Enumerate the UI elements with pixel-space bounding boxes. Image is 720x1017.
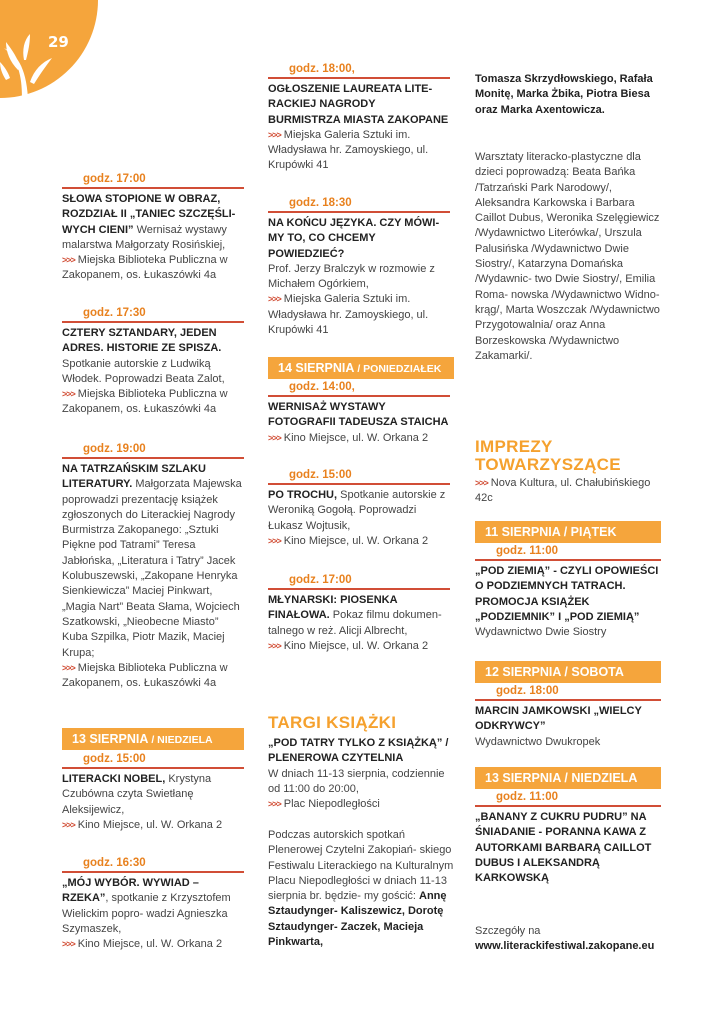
arrow-icon: >>> xyxy=(268,432,281,443)
targi-place: Plac Niepodległości xyxy=(283,798,380,811)
section-heading: IMPREZY TOWARZYSZĄCE xyxy=(475,437,621,474)
event-title: „BANANY Z CUKRU PUDRU” NA ŚNIADANIE - PORANNA KAWA Z AUTORKAMI BARBARĄ CAILLOT DUBUS I ALEKSANDRĄ KARKOWSKĄ xyxy=(475,811,652,885)
event-time: godz. 17:00 xyxy=(268,573,450,590)
event-title: NA KOŃCU JĘZYKA. CZY MÓWI- MY TO, CO CHCEMY POWIEDZIEĆ? xyxy=(268,217,440,260)
event-place: Kino Miejsce, ul. W. Orkana 2 xyxy=(283,639,429,652)
event-time: godz. 18:00 xyxy=(475,684,661,701)
event-desc: Wydawnictwo Dwukropek xyxy=(475,735,601,748)
arrow-icon: >>> xyxy=(268,640,281,651)
details-block xyxy=(475,924,675,955)
event-time: godz. 16:30 xyxy=(62,856,244,873)
arrow-icon: >>> xyxy=(475,478,488,488)
date-header: 12 SIERPNIA / SOBOTA xyxy=(475,661,661,683)
event-desc: , spotkanie z Krzysztofem Wielickim popro- wadzi Agnieszka Szymaszek, xyxy=(62,892,231,935)
event-title: OGŁOSZENIE LAUREATA LITE- RACKIEJ NAGRODY BURMISTRZA MIASTA ZAKOPANE xyxy=(268,83,449,126)
event-entry xyxy=(268,196,450,338)
event-entry xyxy=(475,684,661,750)
event-entry xyxy=(62,752,244,833)
event-title: „MÓJ WYBÓR. WYWIAD – RZEKA” xyxy=(62,877,199,905)
arrow-icon: >>> xyxy=(62,819,75,830)
event-time: godz. 18:00, xyxy=(268,62,450,79)
festival-url-link[interactable]: www.literackifestiwal.zakopane.eu xyxy=(475,940,655,953)
event-place: Miejska Galeria Sztuki im. Władysława hr. Zamoyskiego, ul. Krupówki 41 xyxy=(268,293,429,337)
targi-subtitle: „POD TATRY TYLKO Z KSIĄŻKĄ” / PLENEROWA CZYTELNIA xyxy=(268,737,449,765)
date-header: 13 SIERPNIA / NIEDZIELA xyxy=(475,767,661,789)
event-entry xyxy=(62,172,244,284)
event-place: Miejska Biblioteka Publiczna w Zakopanem, os. Łukaszówki 4a xyxy=(62,661,228,690)
arrow-icon: >>> xyxy=(268,129,281,140)
event-desc: Prof. Jerzy Bralczyk w rozmowie z Michałem Ogórkiem, xyxy=(268,262,435,291)
page-number: 29 xyxy=(48,33,69,51)
event-title: NA TATRZAŃSKIM SZLAKU LITERATURY. xyxy=(62,463,206,491)
event-entry xyxy=(62,442,244,691)
event-desc: Spotkanie autorskie z Ludwiką Włodek. Poprowadzi Beata Zalot, xyxy=(62,357,225,385)
arrow-icon: >>> xyxy=(62,389,75,400)
event-desc: Małgorzata Majewska poprowadzi prezentację książek zgłoszonych do Literackiej Nagrody Burmistrza Zakopanego: „Sztuki Piękne pod Tatrami” Teresa Jabłońska, „Literatura i Tatry” Jacek Kolubuszewski, „Zakopane Henryka Sienkiewicza” Maciej Pinkwart, „Magia Nart” Beata Słama, Wojciech Szatkowski, „Nieobecne Miasto” Kuba Szpilka, Piotr Mazik, Maciej Krupa; xyxy=(62,478,242,659)
arrow-icon: >>> xyxy=(62,255,75,266)
section-heading: TARGI KSIĄŻKI xyxy=(268,713,397,732)
event-time: godz. 17:00 xyxy=(62,172,244,189)
imprezy-location xyxy=(475,476,661,507)
event-title: CZTERY SZTANDARY, JEDEN ADRES. HISTORIE ZE SPISZA. xyxy=(62,327,222,355)
event-time: godz. 18:30 xyxy=(268,196,450,213)
day-label: / PONIEDZIAŁEK xyxy=(354,363,442,375)
event-time: godz. 11:00 xyxy=(475,544,661,561)
event-place: Miejska Galeria Sztuki im. Władysława hr. Zamoyskiego, ul. Krupówki 41 xyxy=(268,128,429,172)
event-entry xyxy=(62,856,244,952)
event-entry xyxy=(475,544,661,640)
arrow-icon: >>> xyxy=(268,535,281,546)
imprezy-place: Nova Kultura, ul. Chałubińskiego 42c xyxy=(475,477,651,505)
date-label: 13 SIERPNIA xyxy=(72,732,149,746)
event-title: SŁOWA STOPIONE W OBRAZ, ROZDZIAŁ II „TANIEC SZCZĘŚLI- WYCH CIENI” xyxy=(62,193,236,236)
event-place: Kino Miejsce, ul. W. Orkana 2 xyxy=(77,938,223,951)
event-place: Kino Miejsce, ul. W. Orkana 2 xyxy=(77,818,223,831)
date-header xyxy=(268,357,454,379)
date-label: 14 SIERPNIA xyxy=(278,361,355,375)
event-entry xyxy=(268,62,450,174)
event-entry xyxy=(62,306,244,418)
arrow-icon: >>> xyxy=(268,294,281,305)
event-desc: Wydawnictwo Dwie Siostry xyxy=(475,626,607,639)
names-continued: Tomasza Skrzydłowskiego, Rafała Monitę, Marka Żbika, Piotra Biesa oraz Marka Axentowicza. xyxy=(475,73,653,116)
event-title: PO TROCHU, xyxy=(268,489,338,501)
event-time: godz. 19:00 xyxy=(62,442,244,459)
event-entry xyxy=(268,468,450,549)
event-entry xyxy=(268,380,450,446)
event-title: MŁYNARSKI: PIOSENKA FINAŁOWA. xyxy=(268,594,398,622)
date-header: 11 SIERPNIA / PIĄTEK xyxy=(475,521,661,543)
workshops-paragraph: Warsztaty literacko-plastyczne dla dzieci poprowadzą: Beata Bańka /Tatrzański Park Narodowy/, Aleksandra Karkowska i Barbara Caillot Dubus, Weronika Szelęgiewicz /Wydawnictwo Literówka/, Urszula Palusińska /Wydawnictwo Dwie Siostry/, Katarzyna Domańska /Wydawnic- two Dwie Siostry/, Emilia Roma- nowska /Wydawnictwo Widno- krąg/, Marta Woszczak /Wydawnictwo Przygotowalnia/ oraz Anna Borzeskowska /Wydawnictwo Zakamarki/. xyxy=(475,151,660,362)
event-desc: Spotkanie autorskie z Weroniką Gogołą. Poprowadzi Łukasz Wojtusik, xyxy=(268,489,446,532)
event-place: Miejska Biblioteka Publiczna w Zakopanem, os. Łukaszówki 4a xyxy=(62,388,228,416)
event-title: WERNISAŻ WYSTAWY FOTOGRAFII TADEUSZA STAICHA xyxy=(268,401,449,429)
event-entry xyxy=(475,790,661,886)
details-label: Szczegóły na xyxy=(475,925,541,937)
event-time: godz. 15:00 xyxy=(268,468,450,485)
event-time: godz. 11:00 xyxy=(475,790,661,807)
targi-names: Annę Sztaudynger- Kaliszewicz, Dorotę Sztaudynger- Zaczek, Macieja Pinkwarta, xyxy=(268,890,447,949)
event-desc: Krystyna Czubówna czyta Swietłanę Aleksijewicz, xyxy=(62,773,212,816)
event-place: Kino Miejsce, ul. W. Orkana 2 xyxy=(283,534,429,547)
arrow-icon: >>> xyxy=(268,799,281,810)
day-label: / NIEDZIELA xyxy=(148,734,213,746)
event-title: LITERACKI NOBEL, xyxy=(62,773,166,785)
event-time: godz. 14:00, xyxy=(268,380,450,397)
event-place: Miejska Biblioteka Publiczna w Zakopanem, os. Łukaszówki 4a xyxy=(62,254,228,282)
event-title: „POD ZIEMIĄ” - CZYLI OPOWIEŚCI O PODZIEMNYCH TATRACH. PROMOCJA KSIĄŻEK „PODZIEMNIK” I „POD ZIEMIĄ” xyxy=(475,565,659,623)
targi-block xyxy=(268,736,454,812)
date-header xyxy=(62,728,244,750)
event-title: MARCIN JAMKOWSKI „WIELCY ODKRYWCY” xyxy=(475,705,642,733)
targi-paragraph-text: Podczas autorskich spotkań Plenerowej Czytelni Zakopiań- skiego Festiwalu Literackiego na Kulturalnym Placu Niepodległości w dniach 11-13 sierpnia br. będzie- my gościć: xyxy=(268,829,454,903)
arrow-icon: >>> xyxy=(62,662,75,673)
event-time: godz. 17:30 xyxy=(62,306,244,323)
event-desc: Wernisaż wystawy malarstwa Małgorzaty Rosińskiej, xyxy=(62,223,227,251)
event-desc: Pokaz filmu dokumen- talnego w reż. Alicji Albrecht, xyxy=(268,609,442,637)
event-entry xyxy=(268,573,450,654)
event-time: godz. 15:00 xyxy=(62,752,244,769)
event-place: Kino Miejsce, ul. W. Orkana 2 xyxy=(283,431,429,444)
targi-paragraph xyxy=(268,828,454,950)
arrow-icon: >>> xyxy=(62,939,75,950)
targi-text: W dniach 11-13 sierpnia, codziennie od 11:00 do 20:00, xyxy=(268,767,445,795)
